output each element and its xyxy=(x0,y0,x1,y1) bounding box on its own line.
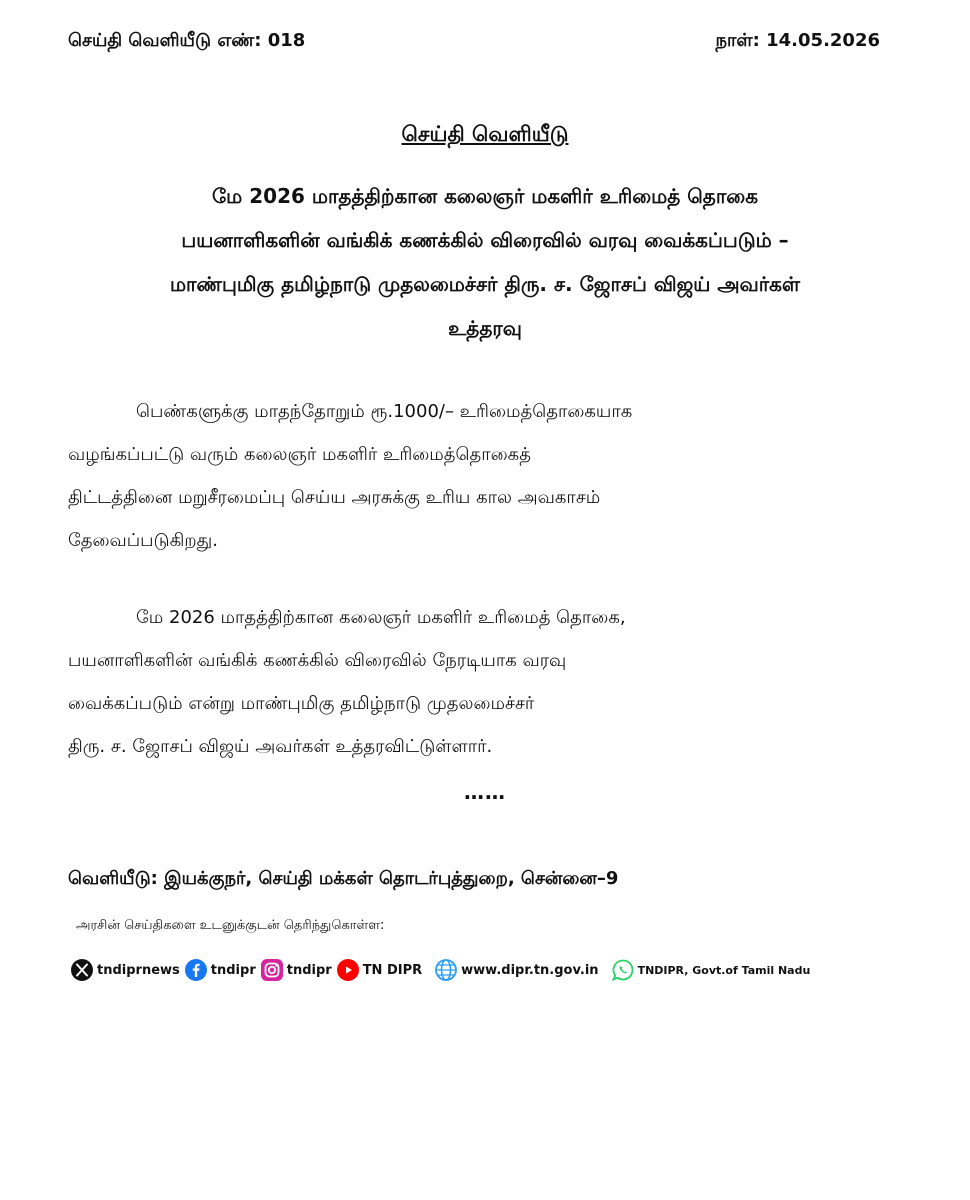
paragraph-line: திரு. ச. ஜோசப் விஜய் அவர்கள் உத்தரவிட்டுள்ளார். xyxy=(68,736,493,757)
youtube-icon xyxy=(336,958,360,982)
x-icon xyxy=(70,958,94,982)
facebook-icon xyxy=(184,958,208,982)
headline-line: மே 2026 மாதத்திற்கான கலைஞர் மகளிர் உரிமைத் தொகை xyxy=(211,184,758,208)
headline-line: மாண்புமிகு தமிழ்நாடு முதலமைச்சர் திரு. ச. ஜோசப் விஜய் அவர்கள் xyxy=(169,272,801,296)
body-paragraph-1 xyxy=(68,390,890,562)
social-links xyxy=(70,956,814,984)
paragraph-line: பெண்களுக்கு மாதந்தோறும் ரூ.1000/– உரிமைத்தொகையாக xyxy=(136,401,633,422)
end-ellipsis: …… xyxy=(464,780,506,804)
release-number: செய்தி வெளியீடு எண்: 018 xyxy=(68,30,306,51)
paragraph-line: மே 2026 மாதத்திற்கான கலைஞர் மகளிர் உரிமைத் தொகை, xyxy=(136,607,626,628)
whatsapp-link[interactable] xyxy=(611,958,811,982)
paragraph-line: வைக்கப்படும் என்று மாண்புமிகு தமிழ்நாடு முதலமைச்சர் xyxy=(68,693,535,714)
paragraph-line: தேவைப்படுகிறது. xyxy=(68,530,218,551)
instagram-icon xyxy=(260,958,284,982)
website-link[interactable] xyxy=(434,958,598,982)
issuer-line: வெளியீடு: இயக்குநர், செய்தி மக்கள் தொடர்புத்துறை, சென்னை–9 xyxy=(68,868,619,889)
facebook-link[interactable] xyxy=(184,958,256,982)
body-paragraph-2 xyxy=(68,596,890,768)
instagram-handle: tndipr xyxy=(286,962,332,978)
youtube-link[interactable] xyxy=(336,958,422,982)
x-link[interactable] xyxy=(70,958,180,982)
website-url: www.dipr.tn.gov.in xyxy=(461,962,599,978)
paragraph-line: வழங்கப்பட்டு வரும் கலைஞர் மகளிர் உரிமைத்தொகைத் xyxy=(68,444,531,465)
globe-icon xyxy=(434,958,458,982)
youtube-handle: TN DIPR xyxy=(362,962,423,978)
document-header xyxy=(68,30,880,53)
release-date: நாள்: 14.05.2026 xyxy=(715,30,880,51)
follow-text: அரசின் செய்திகளை உடனுக்குடன் தெரிந்துகொள்ள: xyxy=(76,918,385,933)
paragraph-line: திட்டத்தினை மறுசீரமைப்பு செய்ய அரசுக்கு உரிய கால அவகாசம் xyxy=(68,487,601,508)
headline xyxy=(60,174,910,350)
facebook-handle: tndipr xyxy=(210,962,256,978)
instagram-link[interactable] xyxy=(260,958,332,982)
whatsapp-handle: TNDIPR, Govt.of Tamil Nadu xyxy=(637,963,811,977)
headline-line: பயனாளிகளின் வங்கிக் கணக்கில் விரைவில் வரவு வைக்கப்படும் – xyxy=(181,228,789,252)
x-handle: tndiprnews xyxy=(97,962,180,978)
paragraph-line: பயனாளிகளின் வங்கிக் கணக்கில் விரைவில் நேரடியாக வரவு xyxy=(68,650,567,671)
headline-line: உத்தரவு xyxy=(448,316,522,340)
document-title: செய்தி வெளியீடு xyxy=(401,122,569,146)
whatsapp-icon xyxy=(611,958,635,982)
